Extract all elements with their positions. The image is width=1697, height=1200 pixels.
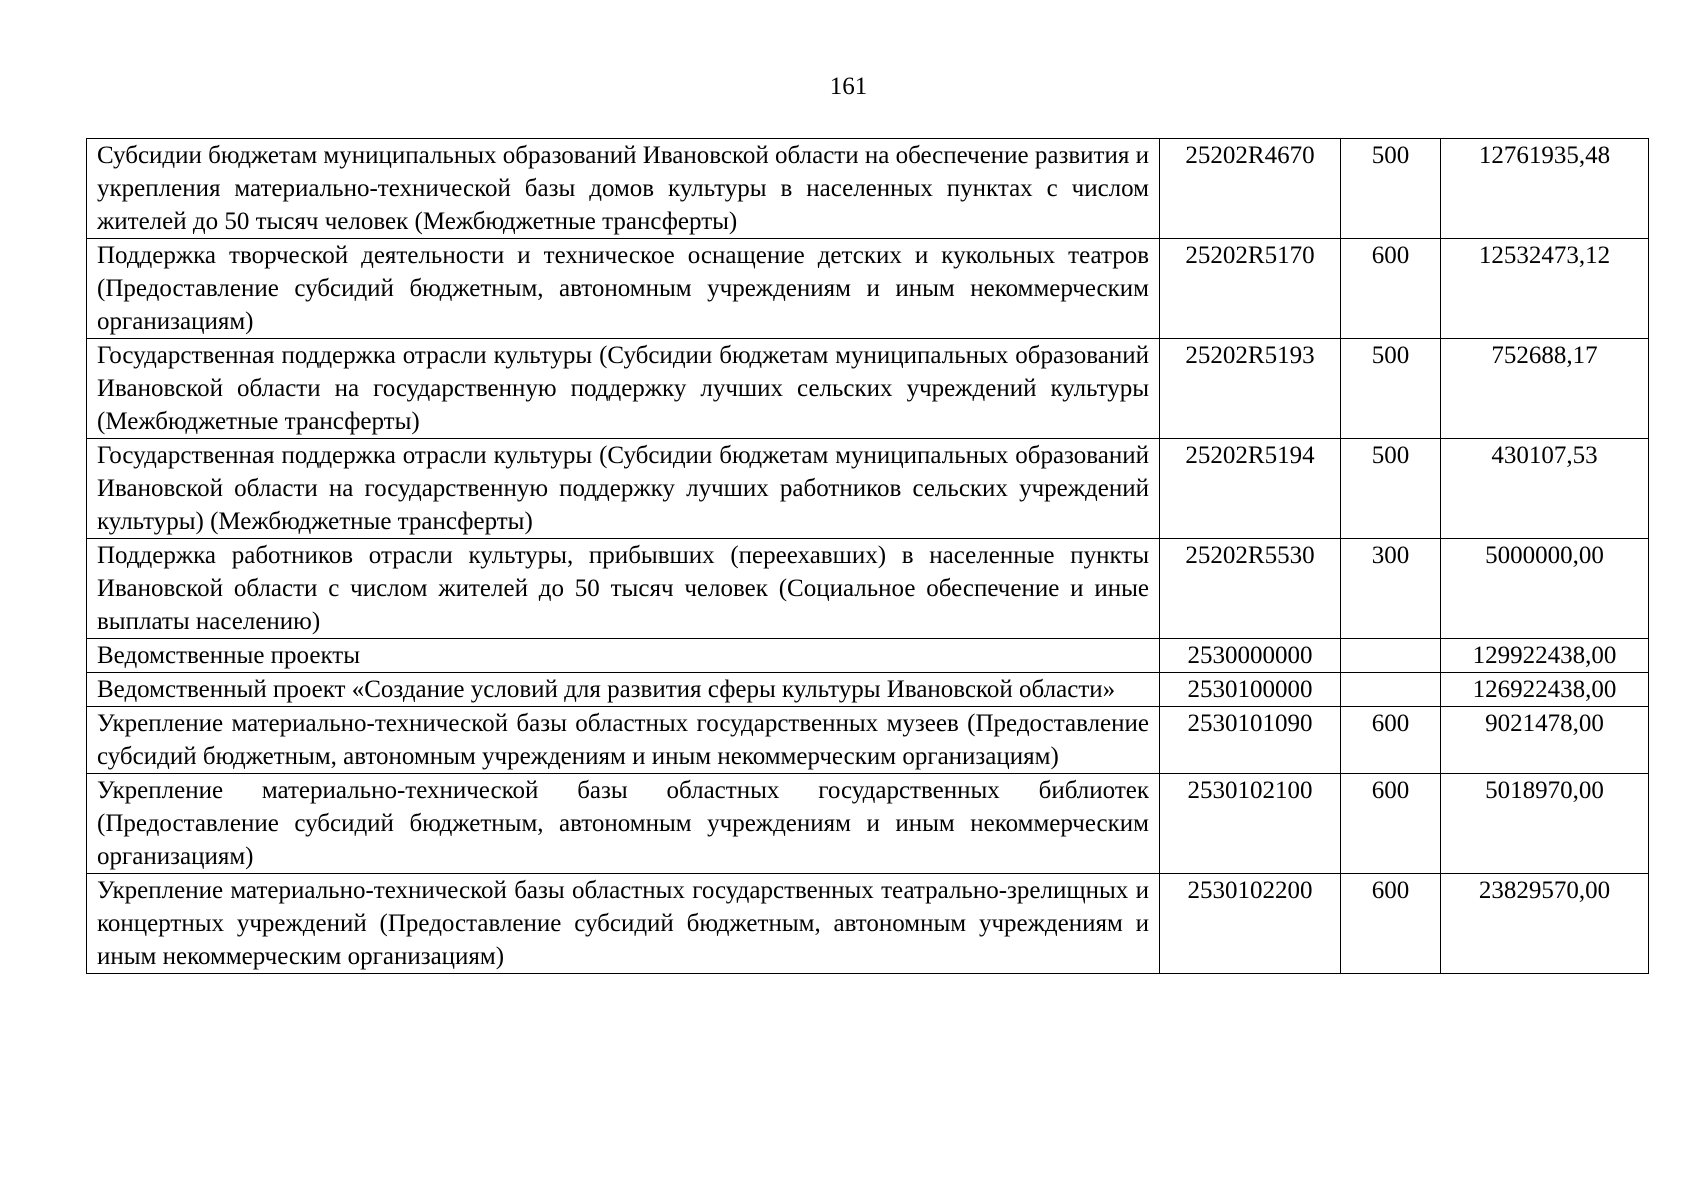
table-row: [87, 673, 1649, 707]
row-amount-cell: 12532473,12: [1441, 239, 1649, 339]
table-row: [87, 439, 1649, 539]
row-name-cell: Поддержка творческой деятельности и техническое оснащение детских и кукольных театров (Предоставление субсидий бюджетным, автономным учреждениям и иным некоммерческим организациям): [87, 239, 1160, 339]
row-name-cell: Государственная поддержка отрасли культуры (Субсидии бюджетам муниципальных образований Ивановской области на государственную поддержку лучших сельских учреждений культуры (Межбюджетные трансферты): [87, 339, 1160, 439]
table-row: [87, 874, 1649, 974]
row-amount-cell: 129922438,00: [1441, 639, 1649, 673]
row-code-cell: 25202R5193: [1160, 339, 1341, 439]
table-row: [87, 639, 1649, 673]
row-name-cell: Государственная поддержка отрасли культуры (Субсидии бюджетам муниципальных образований Ивановской области на государственную поддержку лучших работников сельских учреждений культуры) (Межбюджетные трансферты): [87, 439, 1160, 539]
table-row: [87, 539, 1649, 639]
row-type-cell: 600: [1341, 707, 1441, 774]
row-name-cell: Укрепление материально-технической базы областных государственных библиотек (Предоставление субсидий бюджетным, автономным учреждениям и иным некоммерческим организациям): [87, 774, 1160, 874]
row-amount-cell: 5018970,00: [1441, 774, 1649, 874]
row-code-cell: 25202R5530: [1160, 539, 1341, 639]
row-type-cell: 500: [1341, 339, 1441, 439]
budget-table: [86, 138, 1649, 974]
row-code-cell: 2530101090: [1160, 707, 1341, 774]
row-type-cell: 300: [1341, 539, 1441, 639]
row-amount-cell: 430107,53: [1441, 439, 1649, 539]
table-row: [87, 139, 1649, 239]
row-code-cell: 25202R5170: [1160, 239, 1341, 339]
row-name-cell: Ведомственные проекты: [87, 639, 1160, 673]
row-type-cell: 600: [1341, 874, 1441, 974]
row-type-cell: 600: [1341, 239, 1441, 339]
row-name-cell: Укрепление материально-технической базы областных государственных музеев (Предоставление субсидий бюджетным, автономным учреждениям и иным некоммерческим организациям): [87, 707, 1160, 774]
row-code-cell: 25202R5194: [1160, 439, 1341, 539]
row-amount-cell: 9021478,00: [1441, 707, 1649, 774]
page-number: 161: [829, 73, 868, 100]
row-code-cell: 25202R4670: [1160, 139, 1341, 239]
row-code-cell: 2530102100: [1160, 774, 1341, 874]
row-amount-cell: 12761935,48: [1441, 139, 1649, 239]
row-amount-cell: 23829570,00: [1441, 874, 1649, 974]
row-type-cell: 600: [1341, 774, 1441, 874]
row-amount-cell: 126922438,00: [1441, 673, 1649, 707]
table-row: [87, 239, 1649, 339]
row-type-cell: 500: [1341, 139, 1441, 239]
row-name-cell: Ведомственный проект «Создание условий для развития сферы культуры Ивановской области»: [87, 673, 1160, 707]
table-row: [87, 339, 1649, 439]
row-name-cell: Поддержка работников отрасли культуры, прибывших (переехавших) в населенные пункты Ивановской области с числом жителей до 50 тысяч человек (Социальное обеспечение и иные выплаты населению): [87, 539, 1160, 639]
row-code-cell: 2530000000: [1160, 639, 1341, 673]
row-name-cell: Укрепление материально-технической базы областных государственных театрально-зрелищных и концертных учреждений (Предоставление субсидий бюджетным, автономным учреждениям и иным некоммерческим организациям): [87, 874, 1160, 974]
row-amount-cell: 752688,17: [1441, 339, 1649, 439]
row-name-cell: Субсидии бюджетам муниципальных образований Ивановской области на обеспечение развития и укрепления материально-технической базы домов культуры в населенных пунктах с числом жителей до 50 тысяч человек (Межбюджетные трансферты): [87, 139, 1160, 239]
row-amount-cell: 5000000,00: [1441, 539, 1649, 639]
row-type-cell: 500: [1341, 439, 1441, 539]
row-code-cell: 2530102200: [1160, 874, 1341, 974]
table-row: [87, 774, 1649, 874]
row-type-cell: [1341, 639, 1441, 673]
row-type-cell: [1341, 673, 1441, 707]
row-code-cell: 2530100000: [1160, 673, 1341, 707]
budget-table-body: [87, 139, 1649, 974]
table-row: [87, 707, 1649, 774]
